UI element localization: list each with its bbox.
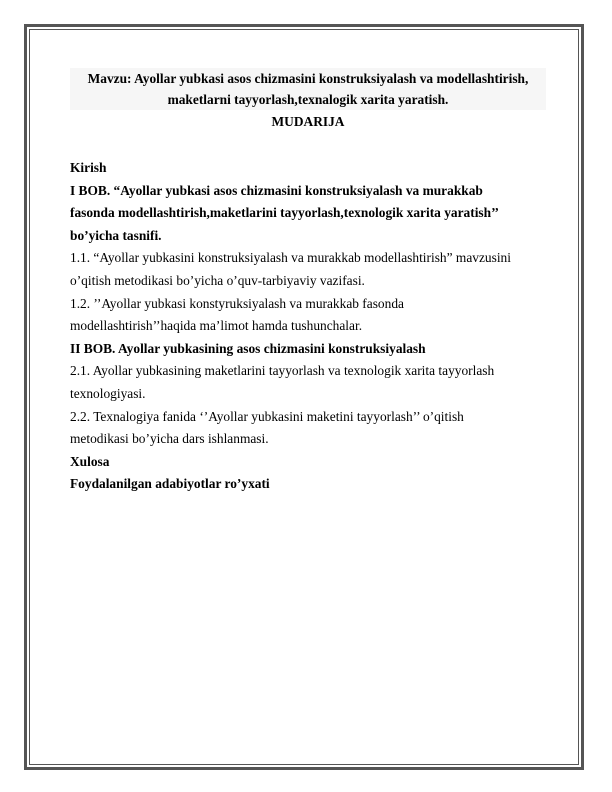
toc-line: 1.2. ’’Ayollar yubkasi konstyruksiyalash va murakkab fasonda bbox=[70, 295, 404, 311]
toc-line: 1.1. “Ayollar yubkasini konstruksiyalash va murakkab modellashtirish” mavzusini bbox=[70, 250, 511, 266]
table-of-contents bbox=[70, 157, 546, 496]
toc-line: 2.1. Ayollar yubkasining maketlarini tayyorlash va texnologik xarita tayyorlash bbox=[70, 363, 495, 379]
toc-line: Foydalanilgan adabiyotlar ro’yxati bbox=[70, 476, 270, 492]
toc-line: metodikasi bo’yicha dars ishlanmasi. bbox=[70, 431, 269, 447]
toc-line: 2.2. Texnalogiya fanida ‘’Ayollar yubkasini maketini tayyorlash’’ o’qitish bbox=[70, 408, 464, 424]
toc-line: Xulosa bbox=[70, 453, 110, 469]
toc-line: I BOB. “Ayollar yubkasi asos chizmasini konstruksiyalash va murakkab bbox=[70, 182, 483, 198]
toc-line: Kirish bbox=[70, 160, 107, 175]
title-line-1: Mavzu: Ayollar yubkasi asos chizmasini konstruksiyalash va modellashtirish, bbox=[87, 71, 529, 86]
document-title bbox=[70, 68, 546, 110]
contents-heading: MUDARIJA bbox=[271, 114, 345, 129]
toc-line: II BOB. Ayollar yubkasining asos chizmasini konstruksiyalash bbox=[70, 340, 426, 356]
document-body bbox=[70, 68, 546, 496]
toc-line: texnologiyasi. bbox=[70, 385, 146, 401]
toc-line: o’qitish metodikasi bo’yicha o’quv-tarbiyaviy vazifasi. bbox=[70, 272, 365, 288]
toc-line: bo’yicha tasnifi. bbox=[70, 227, 162, 243]
title-line-2: maketlarni tayyorlash,texnalogik xarita yaratish. bbox=[167, 92, 449, 107]
toc-line: fasonda modellashtirish,maketlarini tayyorlash,texnologik xarita yaratish’’ bbox=[70, 205, 499, 221]
toc-line: modellashtirish’’haqida ma’limot hamda tushunchalar. bbox=[70, 318, 363, 334]
